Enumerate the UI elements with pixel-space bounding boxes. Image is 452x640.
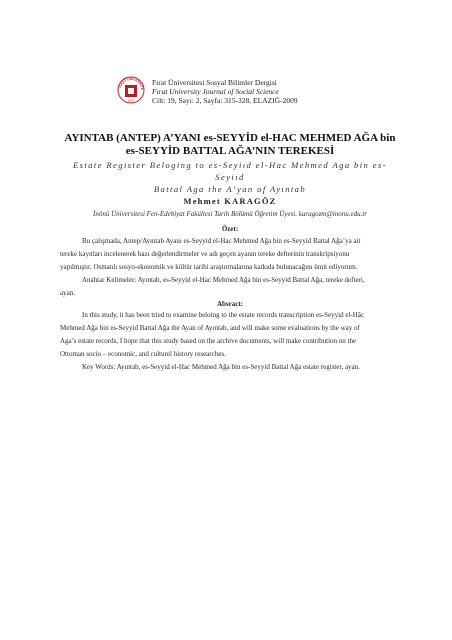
abstract-keywords: Key Words: Ayıntab, es-Seyyid el-Hac Mehmed Ağa bin es-Seyyid Battal Ağa estate register, ayan. <box>82 363 360 371</box>
university-logo <box>117 76 145 104</box>
ozet-body <box>60 235 400 300</box>
abstract-body <box>60 309 400 374</box>
abstract-line: Aga’s estate records, I hope that this study based on the archive documents, will make contribution on the <box>60 337 357 345</box>
title-line-1: AYINTAB (ANTEP) A’YANI es-SEYYİD el-HAC MEHMED AĞA bin <box>64 132 396 144</box>
ozet-line: tereke kayıtları incelenerek bazı değerlendirmeler ve adı geçen ayanın tereke defterinin transkripsiyonu <box>60 250 350 258</box>
title-line-2: es-SEYYİD BATTAL AĞA’NIN TEREKESİ <box>125 144 335 157</box>
abstract-heading: Absract: <box>216 300 244 308</box>
journal-name-tr: Fırat Üniversitesi Sosyal Bilimler Dergisi <box>152 78 277 87</box>
ozet-line: Bu çalışmada, Antep/Ayıntab Ayanı es-Seyyid el-Hac Mehmed Ağa bin es-Seyyid Battal Ağa’ya ait <box>82 237 361 245</box>
journal-name-en: Fırat University Journal of Social Science <box>152 87 279 97</box>
logo-year: 1975 <box>127 98 135 103</box>
article-subtitle-en <box>60 159 400 195</box>
subtitle-line-2: Battal Aga the A’yan of Ayıntab <box>153 184 307 194</box>
journal-volume-line: Cilt: 19, Sayı: 2, Sayfa: 315-328, ELAZIĞ-2009 <box>152 96 298 106</box>
ozet-keywords-line: ayan. <box>60 289 75 297</box>
journal-header <box>152 78 298 106</box>
ozet-keywords-line: Anahtar Kelimeler: Ayıntab, es-Seyyid el-Hac Mehmed Ağa bin es-Seyyid Battal Ağa, tereke defteri, <box>82 276 365 284</box>
author-affiliation: İnönü Üniversitesi Fen-Edebiyat Fakültesi Tarih Bölümü Öğretim Üyesi. karagozm@inonu.edu.tr <box>92 210 368 218</box>
abstract-line: In this study, it has been tried to examine beloing to the estate records transcription es-Seyyid el-Hâc <box>82 311 364 319</box>
abstract-line: Mehmed Ağa bin es-Seyyid Battal Ağa the Ayan of Ayıntab, and will make some evaluations by the way of <box>60 324 360 332</box>
author-name: Mehmet KARAGÖZ <box>183 196 277 206</box>
ozet-line: yapılmıştır. Osmanlı sosyo-ekonomik ve kültür tarihi araştırmalarına katkıda bulunacağını ümit ediyorum. <box>60 263 358 271</box>
logo-ring-text: FIRAT ÜNİVERSİTE <box>118 76 145 91</box>
article-title <box>60 132 400 157</box>
abstract-line: Ottoman socio – economic, and culturel history researches. <box>60 350 226 358</box>
ozet-heading: Özet: <box>221 225 239 233</box>
subtitle-line-1: Estate Register Beloging to es-Seyiıd el-Hac Mehmed Aga bin es-Seyiıd <box>72 160 388 182</box>
